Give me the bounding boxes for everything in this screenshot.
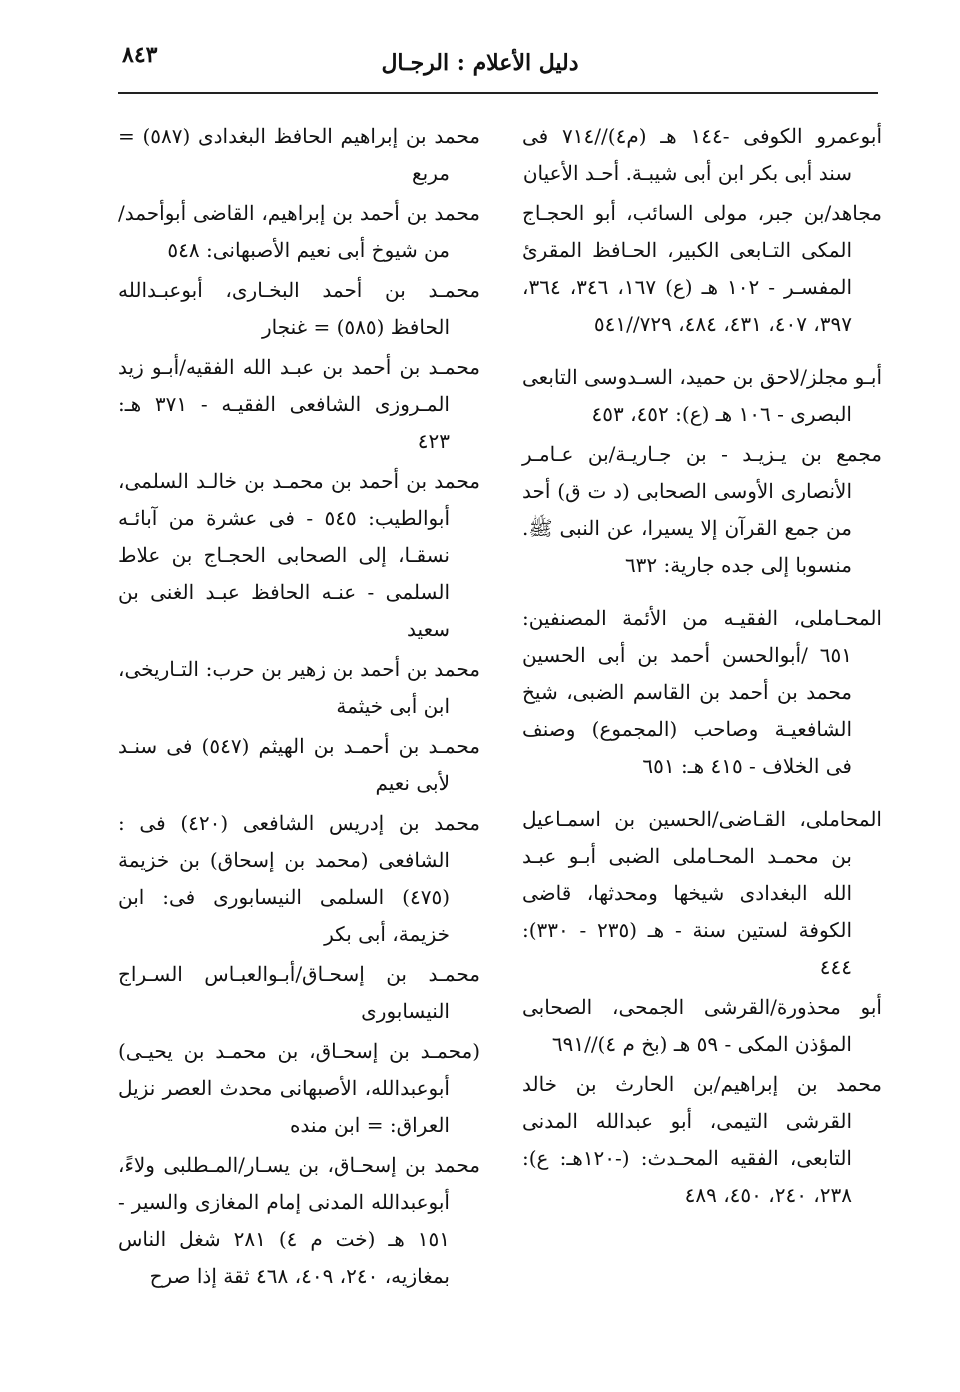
header-rule bbox=[118, 92, 878, 94]
index-entry: المحـاملى، الفقيـه من الأئمة المصنفين: ٦٥١ /أبوالحسن أحمد بن أبى الحسين محمد بن أحمد بن القاسم الضبى، شيخ الشافعيـة وصاحب (المجموع) وصنف فى الخلاف - ٤١٥ هـ: ٦٥١ bbox=[522, 606, 882, 778]
index-entry: المحاملى، القـاضى/الحسين بن اسمـاعيل بن محمـد المحـاملى الضبى أبـو عبـد الله البغدادى شيخها ومحدثها، قاضى الكوفة لستين سنة - هـ (٢٣٥ - ٣٣٠): ٤٤٤ bbox=[522, 807, 882, 979]
index-entry: محمد بن إدريس الشافعى (٤٢٠) فى : الشافعى (محمد بن إسحاق) بن خزيمة (٤٧٥) السلمى النيسابورى فى: ابن خزيمة، أبى بكر bbox=[118, 811, 480, 946]
right-column bbox=[522, 118, 882, 1217]
running-title: دليل الأعلام : الرجـال bbox=[381, 50, 579, 76]
index-entry: أبوعمرو الكوفى -١٤٤ هـ (م٤)//٧١٤ فى سند أبى بكر ابن أبى شيبـة. أحـد الأعيان bbox=[522, 124, 883, 185]
index-entry: محمـد بن إسحـاق/أبـوالعبـاس السـراج النيسابورى bbox=[118, 962, 480, 1023]
index-entry: محمـد بن أحمد البخـارى، أبوعبـدالله الحافظ (٥٨٥) = غنجار bbox=[118, 278, 480, 339]
index-entry: أبو محذورة/القرشى الجمحى، الصحابى المؤذن المكى - ٥٩ هـ (بخ م ٤)//٦٩١ bbox=[522, 995, 882, 1056]
index-entry: محمد بن أحمد بن زهير بن حرب: التـاريخى، ابن أبى خيثمة bbox=[118, 657, 480, 718]
index-entry: محمد بن أحمد بن محمـد بن خالـد السلمى، أبوالطيب: ٥٤٥ - فى عشرة من آبائـه نسقـا، إلى الصحابى الحجـاج بن علاط السلمى - عنـه الحافظ عبـد الغنى بن سعيد bbox=[118, 469, 480, 641]
index-entry: مجمع بن يـزيـد - بن جـاريـة/بن عـامـر الأنصارى الأوسى الصحابى (د ت ق) أحد من جمع القرآن إلا يسيرا، عن النبى ﷺ. منسوبا إلى جده جارية: ٦٣٢ bbox=[522, 442, 882, 577]
index-entry: محمد بن إسحـاق، بن يسـار/المـطلبى ولاءً، أبوعبدالله المدنى إمام المغازى والسير - ١٥١ هـ (خت م ٤) ٢٨١ شغل الناس بمغازيه، ٢٤٠، ٤٠٩، ٤٦٨ ثقة إذا صرح bbox=[118, 1153, 480, 1288]
index-entry: محمد بن أحمد بن إبراهيم، القاضى أبوأحمد/من شيوخ أبى نعيم الأصبهانى: ٥٤٨ bbox=[118, 201, 480, 262]
left-column bbox=[118, 118, 480, 1298]
index-entry: (محمـد بن إسحـاق، بن محمـد بن يحيـى) أبوعبدالله، الأصبهانى محدث العصر نزيل العراق: = ابن منده bbox=[118, 1039, 480, 1137]
page-number: ٨٤٣ bbox=[122, 42, 158, 68]
index-entry: مجاهد/بن جبر، مولى السائب، أبو الحجـاج المكى التـابعى الكبير، الحـافظ المقرئ المفسـر - ١٠٢ هـ (ع) ١٦٧، ٣٤٦، ٣٦٤، ٣٩٧، ٤٠٧، ٤٣١، ٤٨٤، ٧٢٩//٥٤١ bbox=[522, 201, 882, 336]
index-entry: محمـد بن أحمـد بن الهيثم (٥٤٧) فى سنـد لأبى نعيم bbox=[118, 734, 480, 795]
index-entry: محمد بن إبراهيم/بن الحارث بن خالد القرشى التيمى، أبو عبدالله المدنى التابعى، الفقيه المحـدث: (-١٢٠هـ: ع): ٢٣٨، ٢٤٠، ٤٥٠، ٤٨٩ bbox=[522, 1072, 882, 1207]
index-entry: محمد بن إبراهيم الحافظ البغدادى (٥٨٧) = مربع bbox=[118, 124, 480, 185]
index-entry: أبـو مجلز/لاحق بن حميد، السـدوسى التابعى البصرى - ١٠٦ هـ (ع): ٤٥٢، ٤٥٣ bbox=[522, 365, 882, 426]
index-entry: محمـد بن أحمد بن عبـد الله الفقيه/أبـو زيد المـروزى الشافعى الفقيـه - ٣٧١ هـ: ٤٢٣ bbox=[118, 355, 480, 453]
